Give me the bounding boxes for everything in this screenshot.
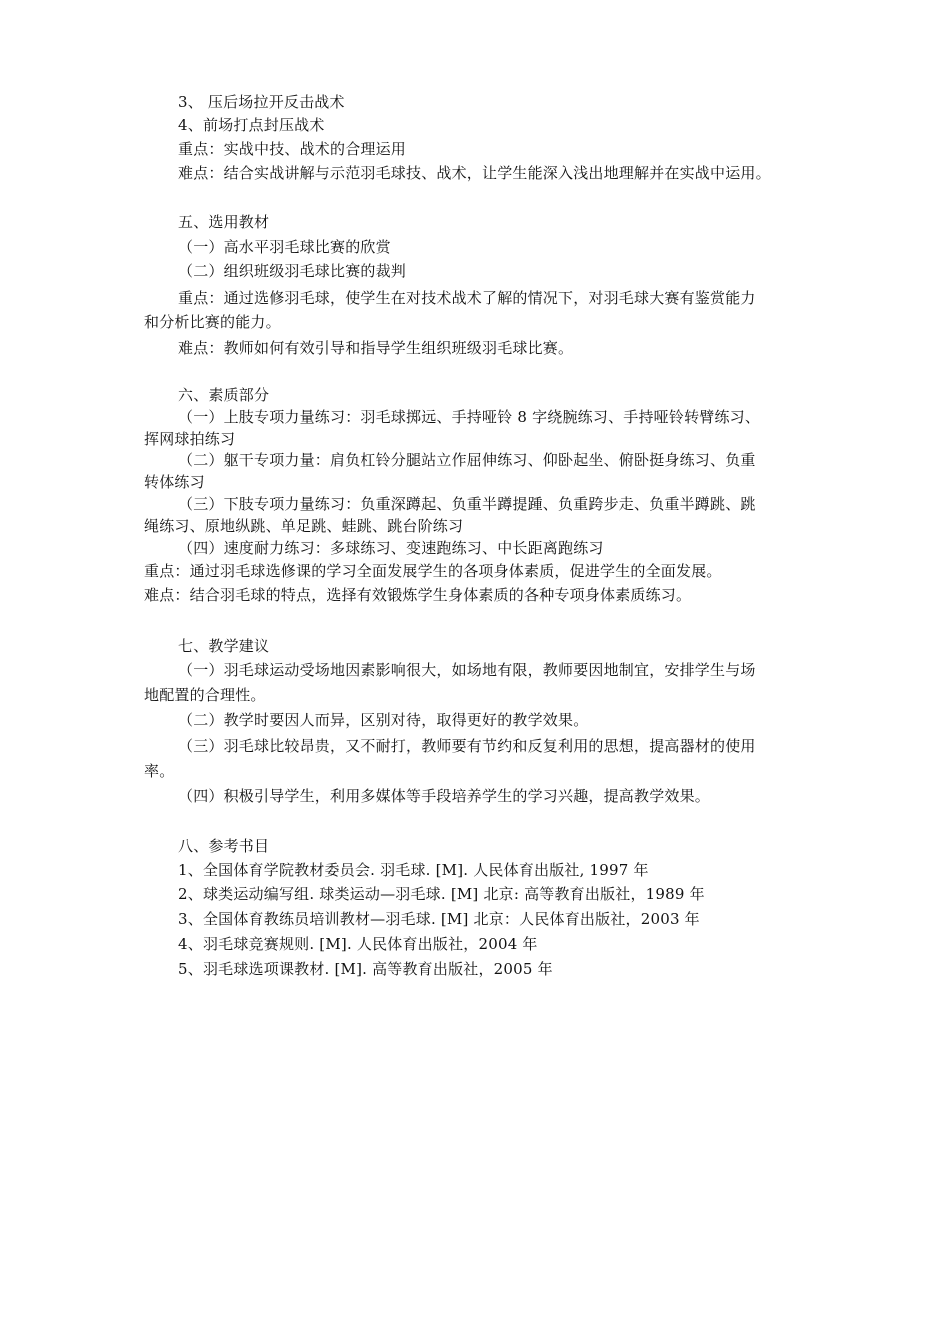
list-item: （四）积极引导学生，利用多媒体等手段培养学生的学习兴趣，提高教学效果。: [178, 787, 711, 805]
reference-item: 2、球类运动编写组. 球类运动—羽毛球. [M] 北京: 高等教育出版社，1989 年: [178, 885, 705, 903]
list-item: （二）组织班级羽毛球比赛的裁判: [178, 262, 407, 280]
key-point: 重点：通过选修羽毛球，使学生在对技术战术了解的情况下，对羽毛球大赛有鉴赏能力: [178, 289, 756, 307]
difficulty-point: 难点：结合羽毛球的特点，选择有效锻炼学生身体素质的各种专项身体素质练习。: [144, 586, 692, 604]
reference-item: 5、羽毛球选项课教材. [M]. 高等教育出版社，2005 年: [178, 960, 553, 978]
list-item: （四）速度耐力练习：多球练习、变速跑练习、中长距离跑练习: [178, 539, 604, 557]
list-item-continued: 率。: [144, 762, 175, 780]
key-point: 重点：通过羽毛球选修课的学习全面发展学生的各项身体素质，促进学生的全面发展。: [144, 562, 722, 580]
list-item: （三）羽毛球比较昂贵，又不耐打，教师要有节约和反复利用的思想，提高器材的使用: [178, 737, 756, 755]
list-item: （一）上肢专项力量练习：羽毛球掷远、手持哑铃 8 字绕腕练习、手持哑铃转臂练习、: [178, 408, 761, 426]
reference-item: 4、羽毛球竞赛规则. [M]. 人民体育出版社，2004 年: [178, 935, 538, 953]
key-point-continued: 和分析比赛的能力。: [144, 313, 281, 331]
key-point: 重点：实战中技、战术的合理运用: [178, 140, 407, 158]
list-item: （二）躯干专项力量：肩负杠铃分腿站立作屈伸练习、仰卧起坐、俯卧挺身练习、负重: [178, 451, 756, 469]
list-item-continued: 绳练习、原地纵跳、单足跳、蛙跳、跳台阶练习: [144, 517, 464, 535]
section-heading: 七、教学建议: [178, 637, 270, 655]
reference-item: 3、全国体育教练员培训教材—羽毛球. [M] 北京：人民体育出版社，2003 年: [178, 910, 700, 928]
tactic-item-4: 4、前场打点封压战术: [178, 116, 325, 134]
section-heading: 八、参考书目: [178, 837, 270, 855]
list-item-continued: 挥网球拍练习: [144, 430, 236, 448]
tactic-item-3: 3、 压后场拉开反击战术: [178, 93, 345, 111]
list-item: （一）羽毛球运动受场地因素影响很大，如场地有限，教师要因地制宜，安排学生与场: [178, 661, 756, 679]
list-item: （三）下肢专项力量练习：负重深蹲起、负重半蹲提踵、负重跨步走、负重半蹲跳、跳: [178, 495, 756, 513]
list-item: （一）高水平羽毛球比赛的欣赏: [178, 238, 391, 256]
reference-item: 1、全国体育学院教材委员会. 羽毛球. [M]. 人民体育出版社, 1997 年: [178, 861, 649, 879]
list-item-continued: 转体练习: [144, 473, 205, 491]
section-heading: 五、选用教材: [178, 213, 270, 231]
difficulty-point: 难点：教师如何有效引导和指导学生组织班级羽毛球比赛。: [178, 339, 574, 357]
difficulty-point: 难点：结合实战讲解与示范羽毛球技、战术，让学生能深入浅出地理解并在实战中运用。: [178, 164, 771, 182]
list-item-continued: 地配置的合理性。: [144, 686, 266, 704]
list-item: （二）教学时要因人而异，区别对待，取得更好的教学效果。: [178, 711, 589, 729]
section-heading: 六、素质部分: [178, 386, 270, 404]
